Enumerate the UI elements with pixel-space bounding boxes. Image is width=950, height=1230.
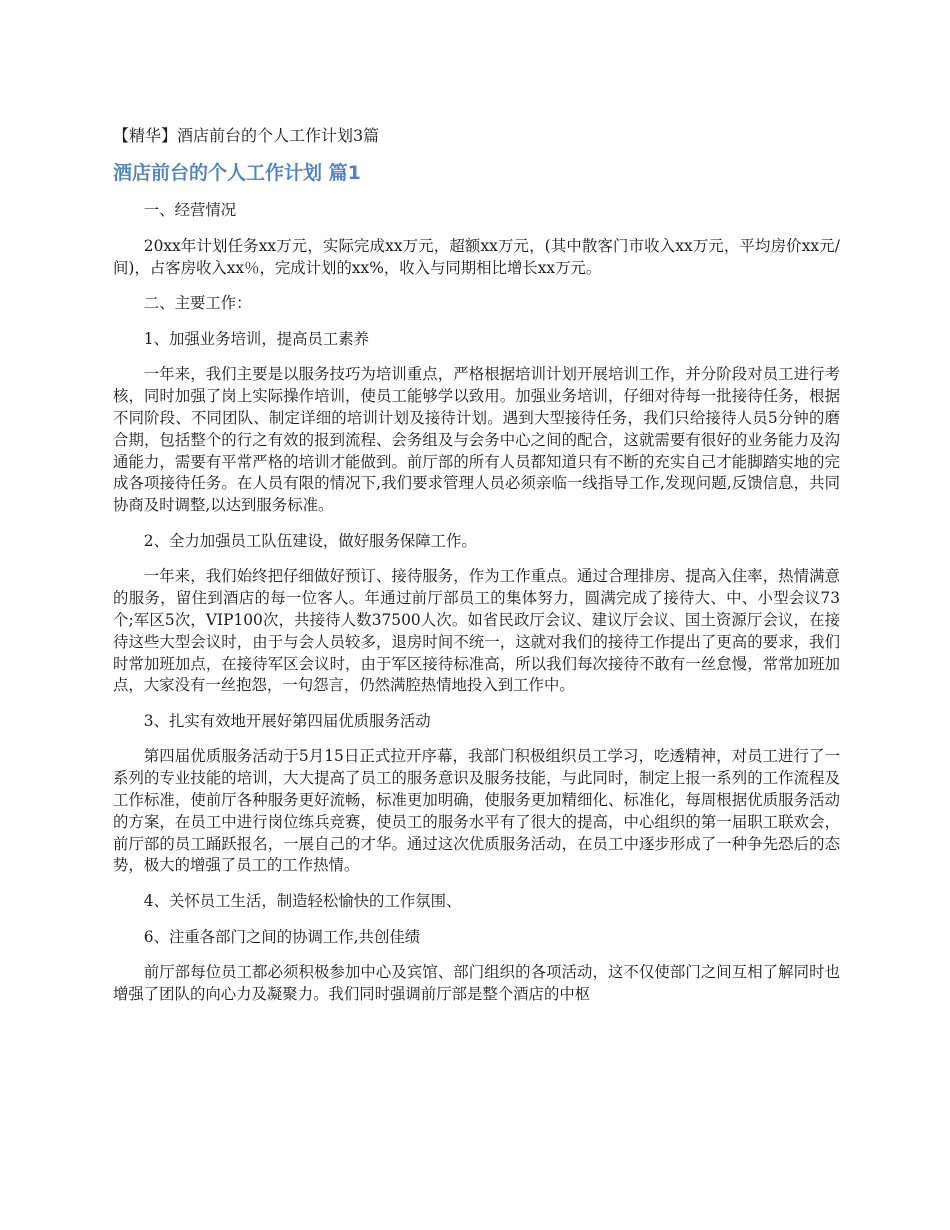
subheading-training: 1、加强业务培训，提高员工素养 bbox=[143, 329, 370, 348]
paragraph-quality-service: 第四届优质服务活动于5月15日正式拉开序幕，我部门积极组织员工学习，吃透精神，对员工进行了一系列的专业技能的培训，大大提高了员工的服务意识及服务技能，与此同时，制定上报一系列的工作流程及工作标准，使前厅各种服务更好流畅，标准更加明确，使服务更加精细化、标准化，每周根据优质服务活动的方案，在员工中进行岗位练兵竞赛，使员工的服务水平有了很大的提高，中心组织的第一届职工联欢会，前厅部的员工踊跃报名，一展自己的才华。通过这次优质服务活动，在员工中逐步形成了一种争先恐后的态势，极大的增强了员工的工作热情。 bbox=[113, 747, 840, 875]
paragraph-business-figures: 20xx年计划任务xx万元，实际完成xx万元，超额xx万元，(其中散客门市收入xx万元，平均房价xx元/间)，占客房收入xx％，完成计划的xx%，收入与同期相比增长xx万元。 bbox=[113, 236, 840, 277]
document-title: 【精华】酒店前台的个人工作计划3篇 bbox=[113, 126, 380, 145]
document-page bbox=[113, 122, 840, 1019]
subheading-business-status: 一、经营情况 bbox=[143, 201, 237, 219]
paragraph-training: 一年来，我们主要是以服务技巧为培训重点，严格根据培训计划开展培训工作，并分阶段对员工进行考核，同时加强了岗上实际操作培训，使员工能够学以致用。加强业务培训，仔细对待每一批接待任务，根据不同阶段、不同团队、制定详细的培训计划及接待计划。遇到大型接待任务，我们只给接待人员5分钟的磨合期，包括整个的行之有效的报到流程、会务组及与会务中心之间的配合，这就需要有很好的业务能力及沟通能力，需要有平常严格的培训才能做到。前厅部的所有人员都知道只有不断的充实自己才能脚踏实地的完成各项接待任务。在人员有限的情况下,我们要求管理人员必须亲临一线指导工作,发现问题,反馈信息，共同协商及时调整,以达到服务标准。 bbox=[113, 365, 840, 515]
subheading-quality-service: 3、扎实有效地开展好第四届优质服务活动 bbox=[143, 711, 431, 730]
subheading-staff-care: 4、关怀员工生活，制造轻松愉快的工作氛围、 bbox=[143, 891, 462, 910]
paragraph-team-building: 一年来，我们始终把仔细做好预订、接待服务，作为工作重点。通过合理排房、提高入住率，热情满意的服务，留住到酒店的每一位客人。年通过前厅部员工的集体努力，圆满完成了接待大、中、小型会议73个;军区5次，VIP100次，共接待人数37500人次。如省民政厅会议、建议厅会议、国土资源厅会议，在接待这些大型会议时，由于与会人员较多，退房时间不统一，这就对我们的接待工作提出了更高的要求，我们时常加班加点，在接待军区会议时，由于军区接待标准高，所以我们每次接待不敢有一丝怠慢，常常加班加点，大家没有一丝抱怨，一句怨言，仍然满腔热情地投入到工作中。 bbox=[113, 567, 840, 695]
subheading-coordination: 6、注重各部门之间的协调工作,共创佳绩 bbox=[143, 927, 421, 946]
section-heading: 酒店前台的个人工作计划 篇1 bbox=[113, 162, 361, 184]
subheading-main-work: 二、主要工作： bbox=[143, 293, 252, 312]
paragraph-coordination: 前厅部每位员工都必须积极参加中心及宾馆、部门组织的各项活动，这不仅使部门之间互相了解同时也增强了团队的向心力及凝聚力。我们同时强调前厅部是整个酒店的中枢 bbox=[113, 963, 840, 1004]
subheading-team-building: 2、全力加强员工队伍建设，做好服务保障工作。 bbox=[143, 531, 477, 550]
